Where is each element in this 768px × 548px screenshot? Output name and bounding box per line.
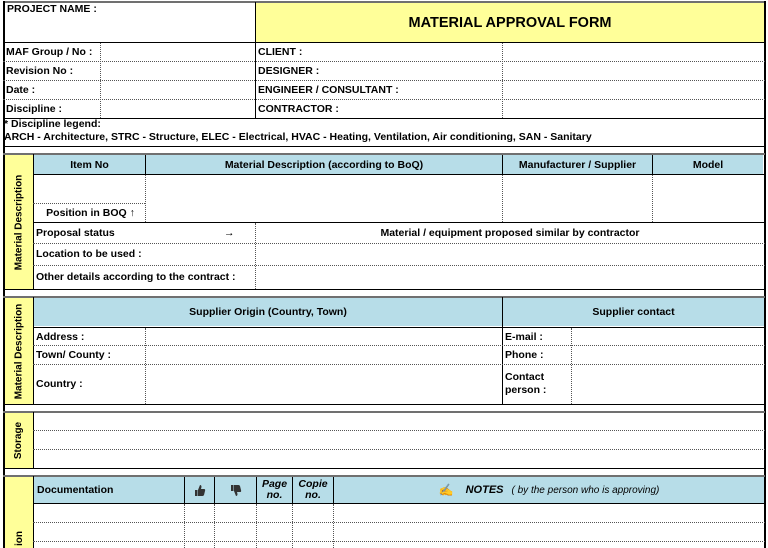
project-name-label: PROJECT NAME :: [7, 3, 97, 15]
copie-no-header: Copie no.: [298, 478, 328, 501]
contractor-input[interactable]: [503, 100, 763, 118]
thumbs-up-icon: [185, 477, 214, 503]
documentation-header: Documentation: [37, 484, 114, 496]
phone-label: Phone :: [505, 348, 544, 361]
location-input[interactable]: [256, 244, 764, 264]
proposal-status-label: Proposal status: [36, 226, 115, 239]
notes-header-cell: [334, 477, 764, 503]
maf-group-label: MAF Group / No :: [6, 46, 93, 58]
storage-line-1[interactable]: [34, 413, 764, 430]
phone-input[interactable]: [572, 346, 764, 363]
arrow-right-icon: →: [224, 226, 235, 239]
contact-person-input[interactable]: [572, 365, 764, 403]
col-header-material-description: Material Description (according to BoQ): [146, 155, 502, 174]
email-label: E-mail :: [505, 330, 543, 343]
date-label: Date :: [6, 84, 36, 96]
address-label: Address :: [36, 330, 85, 343]
town-county-input[interactable]: [146, 346, 502, 363]
email-input[interactable]: [572, 328, 764, 345]
discipline-legend-title: * Discipline legend:: [4, 118, 101, 130]
country-label: Country :: [36, 378, 83, 390]
engineer-consultant-label: ENGINEER / CONSULTANT :: [258, 84, 399, 96]
model-input[interactable]: [653, 175, 763, 222]
proposal-status-value[interactable]: Material / equipment proposed similar by contractor: [380, 226, 640, 239]
contractor-label: CONTRACTOR :: [258, 103, 339, 115]
storage-side-label: Storage: [5, 413, 33, 468]
engineer-consultant-input[interactable]: [503, 81, 763, 99]
discipline-label: Discipline :: [6, 103, 63, 115]
client-label: CLIENT :: [258, 46, 303, 58]
designer-label: DESIGNER :: [258, 65, 320, 77]
other-details-input[interactable]: [256, 266, 764, 288]
date-input[interactable]: [101, 81, 254, 99]
documentation-side-label: ion: [5, 477, 33, 548]
form-title-cell: [256, 3, 764, 42]
page-no-header: Page no.: [261, 478, 288, 501]
writing-hand-icon: ✍: [438, 483, 454, 497]
storage-line-2[interactable]: [34, 431, 764, 449]
thumbs-down-icon: [215, 477, 257, 503]
maf-group-input[interactable]: [101, 43, 254, 61]
notes-header: NOTES: [465, 484, 504, 496]
discipline-input[interactable]: [101, 100, 254, 118]
material-description-side-label: Material Description: [5, 155, 33, 289]
revision-no-input[interactable]: [101, 62, 254, 80]
supplier-contact-header: Supplier contact: [503, 298, 764, 326]
designer-input[interactable]: [503, 62, 763, 80]
supplier-origin-header: Supplier Origin (Country, Town): [34, 298, 502, 326]
supplier-side-label: Material Description: [5, 298, 33, 404]
manufacturer-input[interactable]: [503, 175, 652, 222]
form-title: MATERIAL APPROVAL FORM: [408, 14, 612, 31]
col-header-manufacturer: Manufacturer / Supplier: [503, 155, 652, 174]
documentation-row-2[interactable]: [34, 523, 764, 540]
project-name-field[interactable]: [5, 15, 253, 41]
other-details-label: Other details according to the contract :: [36, 271, 236, 283]
location-label: Location to be used :: [36, 248, 142, 260]
town-county-label: Town/ County :: [36, 348, 112, 361]
storage-line-3[interactable]: [34, 450, 764, 468]
address-input[interactable]: [146, 328, 502, 345]
col-header-model: Model: [653, 155, 763, 174]
notes-subheader: ( by the person who is approving): [511, 484, 660, 496]
revision-no-label: Revision No :: [6, 65, 74, 77]
country-input[interactable]: [146, 365, 502, 403]
contact-person-label: Contact person :: [505, 371, 547, 396]
documentation-row-1[interactable]: [34, 504, 764, 521]
material-description-input[interactable]: [146, 175, 502, 222]
item-no-input[interactable]: [34, 175, 145, 202]
position-in-boq-label: Position in BOQ ↑: [46, 207, 135, 219]
col-header-item-no: Item No: [34, 155, 145, 174]
client-input[interactable]: [503, 43, 763, 61]
discipline-legend-text: ARCH - Architecture, STRC - Structure, ELEC - Electrical, HVAC - Heating, Ventilation, Air conditioning, SAN - Sanitary: [4, 131, 592, 143]
